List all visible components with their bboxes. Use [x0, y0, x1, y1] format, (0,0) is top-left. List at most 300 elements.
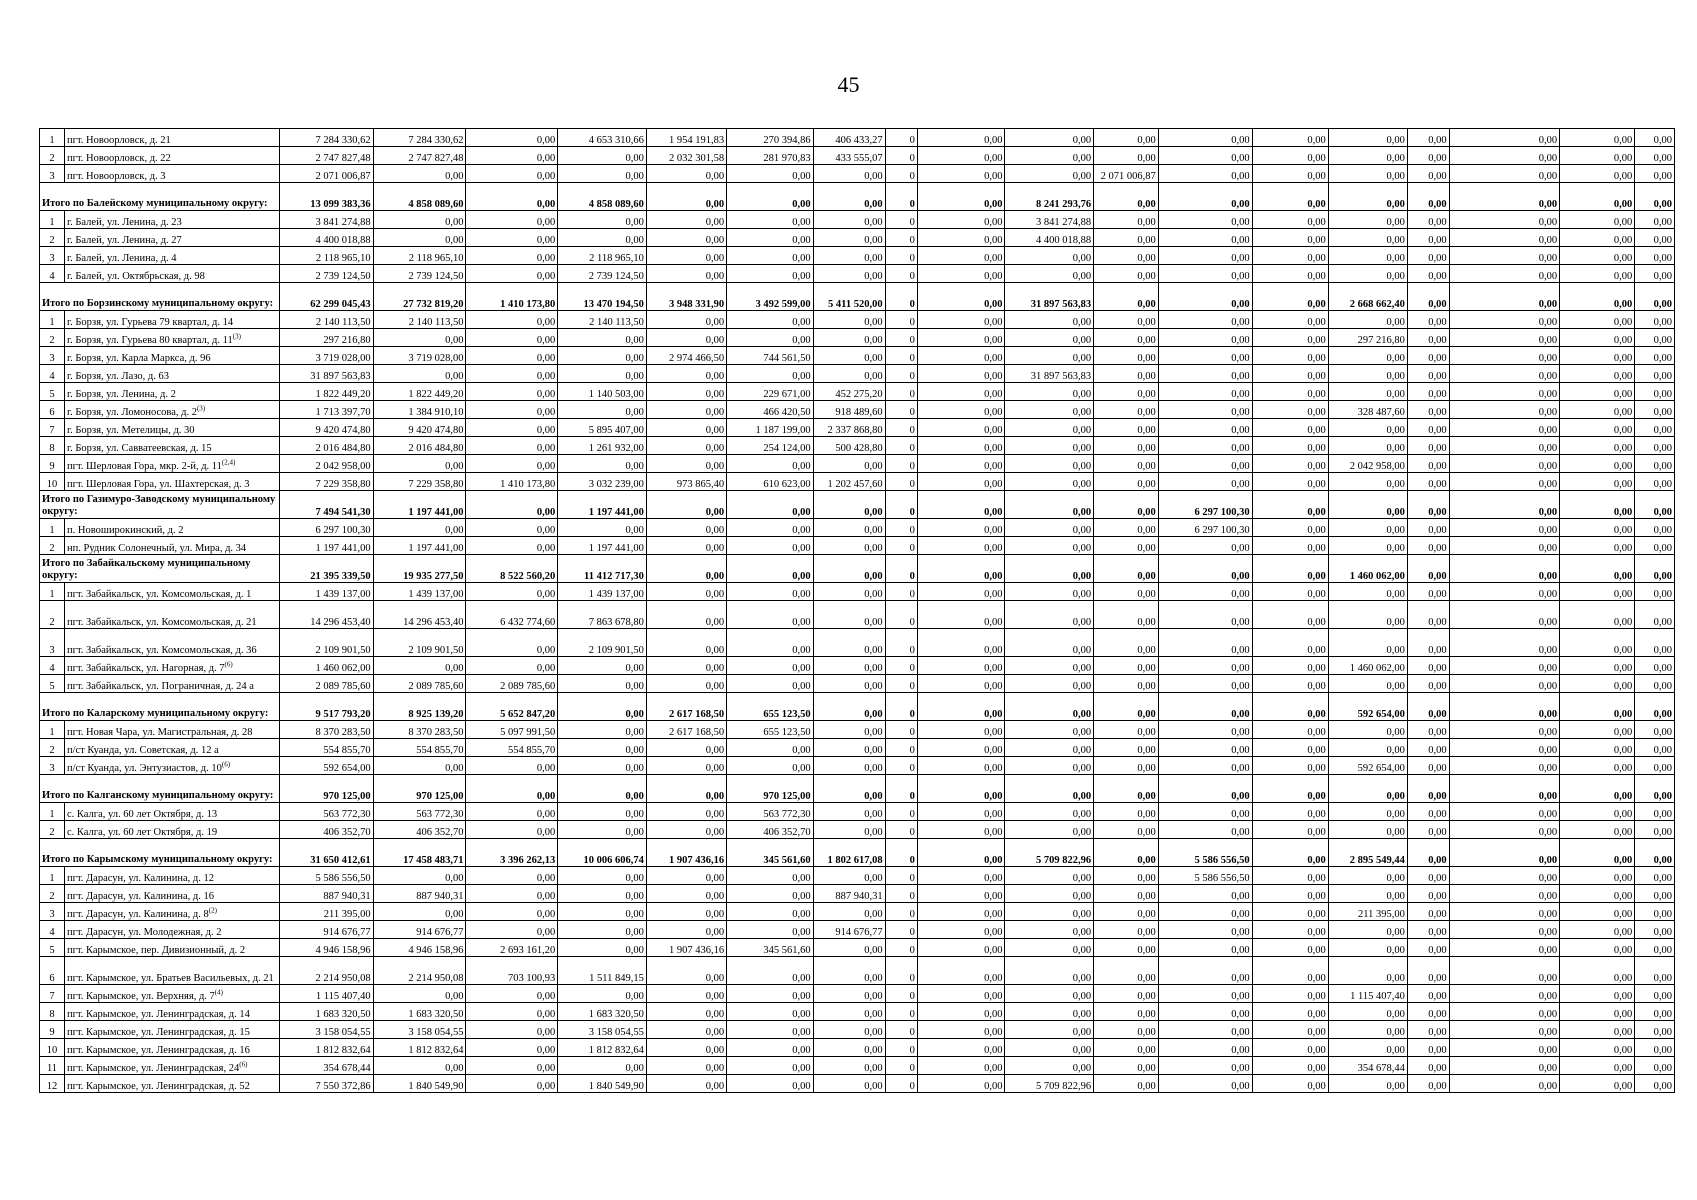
- amount-cell: 406 352,70: [373, 821, 466, 839]
- amount-cell: 0,00: [917, 921, 1005, 939]
- table-row: [40, 721, 1675, 739]
- amount-cell: 610 623,00: [727, 473, 814, 491]
- amount-cell: 0,00: [813, 519, 885, 537]
- amount-cell: 0,00: [1328, 675, 1407, 693]
- amount-cell: 0,00: [1158, 365, 1252, 383]
- amount-cell: 0,00: [1005, 803, 1094, 821]
- amount-cell: 0,00: [1328, 739, 1407, 757]
- amount-cell: 0,00: [1005, 739, 1094, 757]
- amount-cell: 0,00: [1560, 491, 1635, 519]
- amount-cell: 0,00: [646, 821, 726, 839]
- amount-cell: 8 370 283,50: [373, 721, 466, 739]
- row-number: 6: [40, 957, 65, 985]
- amount-cell: 0,00: [1635, 491, 1675, 519]
- amount-cell: 0,00: [1094, 247, 1159, 265]
- amount-cell: 0,00: [1449, 903, 1560, 921]
- amount-cell: 0,00: [1094, 519, 1159, 537]
- amount-cell: 0,00: [1449, 365, 1560, 383]
- amount-cell: 0,00: [558, 165, 647, 183]
- amount-cell: 0,00: [1635, 985, 1675, 1003]
- amount-cell: 433 555,07: [813, 147, 885, 165]
- amount-cell: 0,00: [1560, 537, 1635, 555]
- amount-cell: 0,00: [1560, 939, 1635, 957]
- amount-cell: 0: [885, 1039, 917, 1057]
- address-cell: пгт. Карымское, ул. Верхняя, д. 7$^{(4)}$: [65, 985, 280, 1003]
- amount-cell: 970 125,00: [279, 775, 373, 803]
- amount-cell: 0,00: [1005, 491, 1094, 519]
- amount-cell: 8 522 560,20: [466, 555, 558, 583]
- amount-cell: 0,00: [1635, 657, 1675, 675]
- page-number: 45: [837, 72, 860, 97]
- amount-cell: 3 841 274,88: [1005, 211, 1094, 229]
- amount-cell: 345 561,60: [727, 939, 814, 957]
- amount-cell: 2 974 466,50: [646, 347, 726, 365]
- amount-cell: 0,00: [1005, 657, 1094, 675]
- row-number: 7: [40, 419, 65, 437]
- amount-cell: 4 400 018,88: [279, 229, 373, 247]
- amount-cell: 0,00: [1449, 473, 1560, 491]
- table-row: [40, 601, 1675, 629]
- amount-cell: 7 494 541,30: [279, 491, 373, 519]
- amount-cell: 0,00: [1449, 867, 1560, 885]
- amount-cell: 0,00: [1635, 473, 1675, 491]
- amount-cell: 0,00: [558, 867, 647, 885]
- table-row: [40, 1021, 1675, 1039]
- amount-cell: 0,00: [1407, 775, 1449, 803]
- amount-cell: 0,00: [1407, 601, 1449, 629]
- amount-cell: 0,00: [1560, 803, 1635, 821]
- row-number: 4: [40, 657, 65, 675]
- amount-cell: 5 097 991,50: [466, 721, 558, 739]
- amount-cell: 0,00: [1560, 265, 1635, 283]
- amount-cell: 2 042 958,00: [1328, 455, 1407, 473]
- amount-cell: 0,00: [1005, 329, 1094, 347]
- amount-cell: 0,00: [466, 903, 558, 921]
- amount-cell: 0,00: [1252, 1003, 1328, 1021]
- amount-cell: 0,00: [558, 775, 647, 803]
- amount-cell: 0,00: [1449, 757, 1560, 775]
- amount-cell: 3 158 054,55: [373, 1021, 466, 1039]
- amount-cell: 0,00: [466, 657, 558, 675]
- amount-cell: 0,00: [1252, 283, 1328, 311]
- amount-cell: 0,00: [1560, 721, 1635, 739]
- amount-cell: 0,00: [1407, 1039, 1449, 1057]
- amount-cell: 0,00: [1005, 903, 1094, 921]
- address-cell: г. Борзя, ул. Гурьева 80 квартал, д. 11$^{(3)}$: [65, 329, 280, 347]
- amount-cell: 0,00: [646, 229, 726, 247]
- footnote-mark: (6): [221, 760, 231, 769]
- amount-cell: 0,00: [1328, 775, 1407, 803]
- amount-cell: 0,00: [1252, 211, 1328, 229]
- amount-cell: 0,00: [1407, 885, 1449, 903]
- table-row: [40, 921, 1675, 939]
- table-row: [40, 311, 1675, 329]
- amount-cell: 0,00: [1449, 311, 1560, 329]
- amount-cell: 0,00: [1449, 739, 1560, 757]
- amount-cell: 0,00: [1094, 147, 1159, 165]
- amount-cell: 0,00: [1635, 347, 1675, 365]
- amount-cell: 554 855,70: [373, 739, 466, 757]
- subtotal-title: Итого по Балейскому муниципальному округу:: [40, 183, 280, 211]
- amount-cell: 0,00: [1094, 985, 1159, 1003]
- amount-cell: 0,00: [1328, 537, 1407, 555]
- amount-cell: 0,00: [1328, 1003, 1407, 1021]
- amount-cell: 0,00: [1005, 147, 1094, 165]
- amount-cell: 1 410 173,80: [466, 473, 558, 491]
- amount-cell: 0,00: [646, 1021, 726, 1039]
- amount-cell: 0,00: [1158, 229, 1252, 247]
- amount-cell: 0,00: [1449, 629, 1560, 657]
- amount-cell: 0,00: [1407, 247, 1449, 265]
- amount-cell: 0,00: [1094, 329, 1159, 347]
- amount-cell: 0,00: [466, 165, 558, 183]
- subtotal-row: [40, 775, 1675, 803]
- amount-cell: 0,00: [727, 903, 814, 921]
- address-cell: пгт. Забайкальск, ул. Комсомольская, д. 1: [65, 583, 280, 601]
- amount-cell: 0,00: [466, 437, 558, 455]
- amount-cell: 0,00: [1635, 147, 1675, 165]
- amount-cell: 0,00: [727, 885, 814, 903]
- amount-cell: 0,00: [1560, 985, 1635, 1003]
- amount-cell: 0,00: [1252, 419, 1328, 437]
- amount-cell: 0,00: [1635, 693, 1675, 721]
- amount-cell: 0,00: [1449, 519, 1560, 537]
- row-number: 5: [40, 675, 65, 693]
- amount-cell: 973 865,40: [646, 473, 726, 491]
- amount-cell: 0,00: [1158, 675, 1252, 693]
- amount-cell: 0: [885, 401, 917, 419]
- amount-cell: 0,00: [1158, 757, 1252, 775]
- amount-cell: 0,00: [646, 183, 726, 211]
- amount-cell: 0,00: [1635, 311, 1675, 329]
- amount-cell: 0,00: [1094, 721, 1159, 739]
- amount-cell: 0,00: [813, 329, 885, 347]
- amount-cell: 0: [885, 183, 917, 211]
- amount-cell: 0,00: [1635, 183, 1675, 211]
- amount-cell: 2 109 901,50: [373, 629, 466, 657]
- amount-cell: 0,00: [1635, 821, 1675, 839]
- amount-cell: 0: [885, 903, 917, 921]
- amount-cell: 0,00: [1407, 1003, 1449, 1021]
- amount-cell: 2 739 124,50: [373, 265, 466, 283]
- amount-cell: 1 460 062,00: [1328, 555, 1407, 583]
- amount-cell: 0,00: [466, 129, 558, 147]
- amount-cell: 0,00: [646, 247, 726, 265]
- amount-cell: 2 140 113,50: [558, 311, 647, 329]
- table-row: [40, 821, 1675, 839]
- address-cell: г. Балей, ул. Ленина, д. 23: [65, 211, 280, 229]
- amount-cell: 0,00: [1252, 957, 1328, 985]
- amount-cell: 0,00: [1635, 601, 1675, 629]
- table-row: [40, 455, 1675, 473]
- amount-cell: 0,00: [466, 247, 558, 265]
- amount-cell: 0,00: [1094, 1003, 1159, 1021]
- row-number: 10: [40, 1039, 65, 1057]
- amount-cell: 0,00: [1094, 437, 1159, 455]
- amount-cell: 0,00: [813, 1039, 885, 1057]
- amount-cell: 0,00: [1005, 519, 1094, 537]
- amount-cell: 592 654,00: [1328, 757, 1407, 775]
- amount-cell: 4 946 158,96: [279, 939, 373, 957]
- amount-cell: 0,00: [558, 721, 647, 739]
- amount-cell: 1 822 449,20: [373, 383, 466, 401]
- amount-cell: 5 652 847,20: [466, 693, 558, 721]
- amount-cell: 0,00: [1328, 921, 1407, 939]
- amount-cell: 0,00: [1407, 629, 1449, 657]
- amount-cell: 0,00: [1158, 601, 1252, 629]
- row-number: 3: [40, 165, 65, 183]
- amount-cell: 0,00: [466, 1021, 558, 1039]
- amount-cell: 2 016 484,80: [373, 437, 466, 455]
- amount-cell: 1 384 910,10: [373, 401, 466, 419]
- amount-cell: 0,00: [727, 867, 814, 885]
- amount-cell: 0,00: [646, 455, 726, 473]
- amount-cell: 2 118 965,10: [558, 247, 647, 265]
- amount-cell: 0,00: [1407, 675, 1449, 693]
- amount-cell: 0,00: [1158, 347, 1252, 365]
- amount-cell: 0,00: [1407, 939, 1449, 957]
- amount-cell: 0,00: [646, 657, 726, 675]
- subtotal-row: [40, 183, 1675, 211]
- table-row: [40, 757, 1675, 775]
- amount-cell: 0,00: [1252, 583, 1328, 601]
- amount-cell: 0,00: [727, 165, 814, 183]
- amount-cell: 0,00: [1449, 601, 1560, 629]
- amount-cell: 2 032 301,58: [646, 147, 726, 165]
- address-cell: пгт. Карымское, ул. Ленинградская, 24$^{(6)}$: [65, 1057, 280, 1075]
- amount-cell: 0,00: [813, 1075, 885, 1093]
- amount-cell: 0,00: [1252, 1021, 1328, 1039]
- amount-cell: 13 470 194,50: [558, 283, 647, 311]
- amount-cell: 0,00: [1328, 1021, 1407, 1039]
- amount-cell: 9 517 793,20: [279, 693, 373, 721]
- amount-cell: 0,00: [1407, 721, 1449, 739]
- address-cell: нп. Рудник Солонечный, ул. Мира, д. 34: [65, 537, 280, 555]
- amount-cell: 0,00: [917, 657, 1005, 675]
- table-row: [40, 537, 1675, 555]
- amount-cell: 328 487,60: [1328, 401, 1407, 419]
- amount-cell: 0,00: [1635, 519, 1675, 537]
- amount-cell: 0,00: [1635, 365, 1675, 383]
- amount-cell: 0,00: [1094, 885, 1159, 903]
- amount-cell: 0,00: [1449, 129, 1560, 147]
- amount-cell: 0,00: [917, 839, 1005, 867]
- amount-cell: 0,00: [373, 229, 466, 247]
- amount-cell: 0,00: [813, 721, 885, 739]
- amount-cell: 0,00: [1560, 311, 1635, 329]
- amount-cell: 0: [885, 283, 917, 311]
- amount-cell: 0,00: [1328, 957, 1407, 985]
- amount-cell: 2 140 113,50: [373, 311, 466, 329]
- row-number: 11: [40, 1057, 65, 1075]
- amount-cell: 0: [885, 419, 917, 437]
- amount-cell: 0,00: [1094, 1057, 1159, 1075]
- amount-cell: 0,00: [1560, 183, 1635, 211]
- amount-cell: 0,00: [1407, 129, 1449, 147]
- amount-cell: 3 032 239,00: [558, 473, 647, 491]
- amount-cell: 0,00: [1328, 165, 1407, 183]
- address-cell: пгт. Забайкальск, ул. Комсомольская, д. 21: [65, 601, 280, 629]
- address-cell: г. Балей, ул. Ленина, д. 4: [65, 247, 280, 265]
- table-row: [40, 519, 1675, 537]
- amount-cell: 0,00: [1449, 147, 1560, 165]
- amount-cell: 7 229 358,80: [373, 473, 466, 491]
- amount-cell: 229 671,00: [727, 383, 814, 401]
- amount-cell: 0,00: [1005, 601, 1094, 629]
- amount-cell: 0,00: [1328, 939, 1407, 957]
- table-row: [40, 401, 1675, 419]
- amount-cell: 0,00: [917, 903, 1005, 921]
- amount-cell: 655 123,50: [727, 721, 814, 739]
- amount-cell: 0: [885, 721, 917, 739]
- table-row: [40, 629, 1675, 657]
- amount-cell: 0,00: [917, 247, 1005, 265]
- row-number: 8: [40, 1003, 65, 1021]
- amount-cell: 0,00: [558, 329, 647, 347]
- amount-cell: 0,00: [1252, 229, 1328, 247]
- row-number: 9: [40, 1021, 65, 1039]
- amount-cell: 0,00: [558, 229, 647, 247]
- amount-cell: 0,00: [917, 629, 1005, 657]
- amount-cell: 0,00: [1635, 957, 1675, 985]
- amount-cell: 0,00: [466, 147, 558, 165]
- amount-cell: 0,00: [1005, 383, 1094, 401]
- amount-cell: 31 897 563,83: [1005, 365, 1094, 383]
- amount-cell: 0,00: [813, 455, 885, 473]
- amount-cell: 0,00: [1635, 1021, 1675, 1039]
- amount-cell: 0,00: [466, 885, 558, 903]
- amount-cell: 0: [885, 775, 917, 803]
- amount-cell: 0: [885, 329, 917, 347]
- amount-cell: 0,00: [1252, 437, 1328, 455]
- amount-cell: 0,00: [1252, 821, 1328, 839]
- amount-cell: 0,00: [1560, 821, 1635, 839]
- amount-cell: 0,00: [727, 957, 814, 985]
- amount-cell: 0,00: [1252, 739, 1328, 757]
- amount-cell: 0: [885, 347, 917, 365]
- amount-cell: 0,00: [1449, 455, 1560, 473]
- amount-cell: 1 822 449,20: [279, 383, 373, 401]
- amount-cell: 0,00: [917, 455, 1005, 473]
- amount-cell: 0,00: [727, 365, 814, 383]
- amount-cell: 0,00: [917, 1039, 1005, 1057]
- amount-cell: 0,00: [917, 401, 1005, 419]
- amount-cell: 0,00: [466, 803, 558, 821]
- amount-cell: 0,00: [1094, 183, 1159, 211]
- amount-cell: 0,00: [1094, 693, 1159, 721]
- amount-cell: 0,00: [1635, 165, 1675, 183]
- amount-cell: 0,00: [646, 165, 726, 183]
- amount-cell: 0,00: [1252, 675, 1328, 693]
- amount-cell: 0,00: [1158, 311, 1252, 329]
- amount-cell: 0: [885, 957, 917, 985]
- amount-cell: 0,00: [1560, 921, 1635, 939]
- amount-cell: 0,00: [558, 739, 647, 757]
- amount-cell: 0,00: [917, 583, 1005, 601]
- amount-cell: 0,00: [917, 739, 1005, 757]
- table-row: [40, 739, 1675, 757]
- amount-cell: 0,00: [727, 247, 814, 265]
- amount-cell: 2 617 168,50: [646, 721, 726, 739]
- address-cell: пгт. Шерловая Гора, ул. Шахтерская, д. 3: [65, 473, 280, 491]
- amount-cell: 0,00: [1635, 1003, 1675, 1021]
- amount-cell: 2 118 965,10: [279, 247, 373, 265]
- amount-cell: 0,00: [466, 183, 558, 211]
- amount-cell: 0,00: [1449, 1075, 1560, 1093]
- table-row: [40, 329, 1675, 347]
- amount-cell: 4 858 089,60: [558, 183, 647, 211]
- amount-cell: 0,00: [646, 1003, 726, 1021]
- amount-cell: 0,00: [1005, 265, 1094, 283]
- amount-cell: 0,00: [1094, 1039, 1159, 1057]
- amount-cell: 2 089 785,60: [373, 675, 466, 693]
- amount-cell: 0,00: [1407, 419, 1449, 437]
- amount-cell: 7 284 330,62: [373, 129, 466, 147]
- amount-cell: 3 158 054,55: [558, 1021, 647, 1039]
- address-cell: г. Балей, ул. Октябрьская, д. 98: [65, 265, 280, 283]
- amount-cell: 2 214 950,08: [279, 957, 373, 985]
- amount-cell: 0,00: [1635, 329, 1675, 347]
- amount-cell: 0,00: [1560, 675, 1635, 693]
- amount-cell: 4 858 089,60: [373, 183, 466, 211]
- amount-cell: 1 840 549,90: [558, 1075, 647, 1093]
- amount-cell: 0,00: [1252, 491, 1328, 519]
- amount-cell: 0,00: [646, 555, 726, 583]
- amount-cell: 0,00: [1407, 347, 1449, 365]
- amount-cell: 1 187 199,00: [727, 419, 814, 437]
- amount-cell: 0,00: [558, 365, 647, 383]
- amount-cell: 0,00: [1252, 401, 1328, 419]
- amount-cell: 0,00: [646, 675, 726, 693]
- address-cell: пгт. Карымское, ул. Ленинградская, д. 14: [65, 1003, 280, 1021]
- amount-cell: 6 297 100,30: [279, 519, 373, 537]
- amount-cell: 887 940,31: [813, 885, 885, 903]
- amount-cell: 0,00: [1635, 803, 1675, 821]
- amount-cell: 0,00: [1158, 957, 1252, 985]
- amount-cell: 7 863 678,80: [558, 601, 647, 629]
- address-cell: г. Борзя, ул. Ленина, д. 2: [65, 383, 280, 401]
- amount-cell: 0,00: [1328, 247, 1407, 265]
- amount-cell: 0,00: [1158, 455, 1252, 473]
- amount-cell: 0,00: [1328, 803, 1407, 821]
- amount-cell: 0,00: [917, 165, 1005, 183]
- table-row: [40, 657, 1675, 675]
- amount-cell: 0,00: [466, 985, 558, 1003]
- amount-cell: 270 394,86: [727, 129, 814, 147]
- amount-cell: 0,00: [1094, 1075, 1159, 1093]
- row-number: 2: [40, 147, 65, 165]
- amount-cell: 0,00: [1328, 437, 1407, 455]
- amount-cell: 0,00: [558, 675, 647, 693]
- amount-cell: 0,00: [1005, 247, 1094, 265]
- table-row: [40, 675, 1675, 693]
- amount-cell: 0: [885, 165, 917, 183]
- footnote-mark: (2,4): [221, 458, 236, 467]
- amount-cell: 970 125,00: [727, 775, 814, 803]
- amount-cell: 0,00: [917, 1003, 1005, 1021]
- amount-cell: 62 299 045,43: [279, 283, 373, 311]
- amount-cell: 0,00: [1328, 183, 1407, 211]
- amount-cell: 703 100,93: [466, 957, 558, 985]
- amount-cell: 2 109 901,50: [558, 629, 647, 657]
- amount-cell: 0,00: [646, 757, 726, 775]
- amount-cell: 0,00: [1328, 365, 1407, 383]
- amount-cell: 0,00: [1449, 675, 1560, 693]
- amount-cell: 0,00: [373, 903, 466, 921]
- amount-cell: 0,00: [1158, 739, 1252, 757]
- amount-cell: 0,00: [917, 1057, 1005, 1075]
- amount-cell: 0,00: [373, 455, 466, 473]
